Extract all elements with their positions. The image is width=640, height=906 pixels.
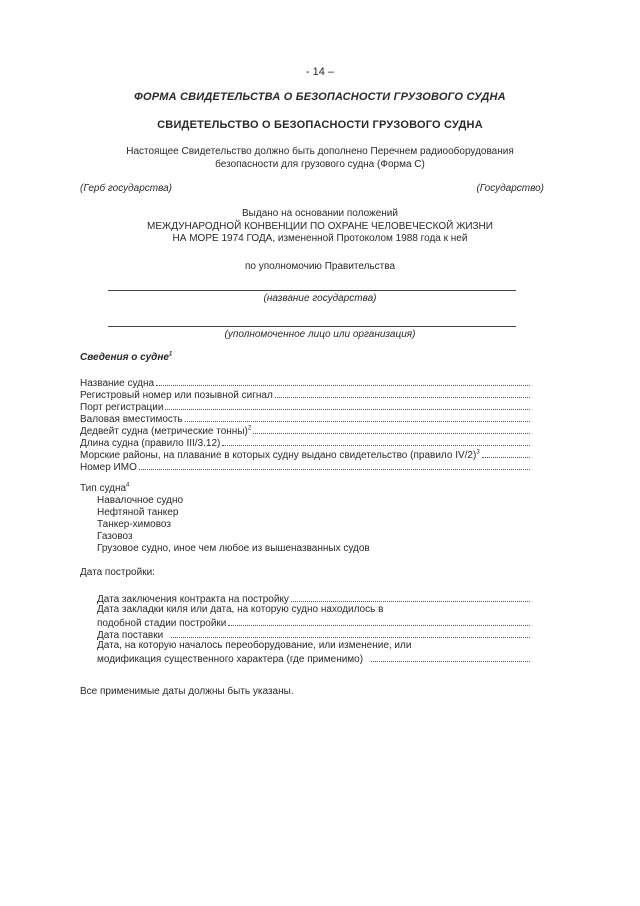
field-delivery-date: Дата поставки xyxy=(97,628,530,640)
field-gross-tonnage: Валовая вместимость xyxy=(80,412,530,424)
field-keel-date: подобной стадии постройки xyxy=(97,616,530,628)
state-name-line xyxy=(108,290,516,291)
ship-type-item: Навалочное судно xyxy=(97,495,184,506)
footnote-marker: 3 xyxy=(476,449,480,456)
state-caption: (Государство) xyxy=(476,183,544,194)
ship-particulars-heading: Сведения о судне$^1$ xyxy=(80,351,173,363)
build-date-heading: Дата постройки: xyxy=(80,567,155,578)
field-sea-areas: Морские районы, на плавание в которых судну выдано свидетельство (правило IV/2)$^3$ xyxy=(80,448,530,460)
issued-under-line: НА МОРЕ 1974 ГОДА, измененной Протоколом 1988 года к ней xyxy=(172,233,468,244)
field-deadweight: Дедвейт судна (метрические тонны)$^2$ xyxy=(80,424,530,436)
form-title: ФОРМА СВИДЕТЕЛЬСТВА О БЕЗОПАСНОСТИ ГРУЗОВОГО СУДНА xyxy=(134,91,506,103)
field-contract-date: Дата заключения контракта на постройку xyxy=(97,592,530,604)
ship-type-item: Грузовое судно, иное чем любое из вышеназванных судов xyxy=(97,543,370,554)
certificate-title: СВИДЕТЕЛЬСТВО О БЕЗОПАСНОСТИ ГРУЗОВОГО СУДНА xyxy=(157,119,483,131)
footnote-marker: 1 xyxy=(168,351,173,358)
conversion-date-label: Дата, на которую началось переоборудование, или изменение, или xyxy=(97,640,412,651)
ship-type-item: Танкер-химовоз xyxy=(97,519,171,530)
issued-under-line: МЕЖДУНАРОДНОЙ КОНВЕНЦИИ ПО ОХРАНЕ ЧЕЛОВЕЧЕСКОЙ ЖИЗНИ xyxy=(147,220,493,232)
supplement-note-line: безопасности для грузового судна (Форма С) xyxy=(215,159,425,170)
authorized-caption: (уполномоченное лицо или организация) xyxy=(224,329,416,340)
field-conversion-date: модификация существенного характера (где применимо) xyxy=(97,652,530,664)
footnote-marker: 2 xyxy=(247,425,252,432)
state-name-caption: (название государства) xyxy=(263,293,377,304)
footnote-marker: 4 xyxy=(126,482,130,489)
issued-under-line: Выдано на основании положений xyxy=(242,208,398,219)
page-number: - 14 – xyxy=(305,66,335,78)
authority-line: по уполномочию Правительства xyxy=(244,261,395,272)
ship-type-item: Газовоз xyxy=(97,531,133,542)
field-ship-length: Длина судна (правило III/3.12) xyxy=(80,436,530,448)
field-imo-number: Номер ИМО xyxy=(80,460,530,472)
ship-type-item: Нефтяной танкер xyxy=(97,507,179,518)
supplement-note-line: Настоящее Свидетельство должно быть дополнено Перечнем радиооборудования xyxy=(126,146,514,157)
keel-date-label: Дата закладки киля или дата, на которую судно находилось в xyxy=(97,604,384,615)
field-port-of-registry: Порт регистрации xyxy=(80,400,530,412)
field-registration-number: Регистровый номер или позывной сигнал xyxy=(80,388,530,400)
authorized-line xyxy=(108,326,516,327)
ship-type-heading: Тип судна$^4$ xyxy=(80,482,130,494)
coat-of-arms-caption: (Герб государства) xyxy=(80,183,172,194)
footer-note: Все применимые даты должны быть указаны. xyxy=(80,686,294,697)
issued-under xyxy=(0,208,640,246)
supplement-note xyxy=(0,145,640,171)
field-ship-name: Название судна xyxy=(80,376,530,388)
